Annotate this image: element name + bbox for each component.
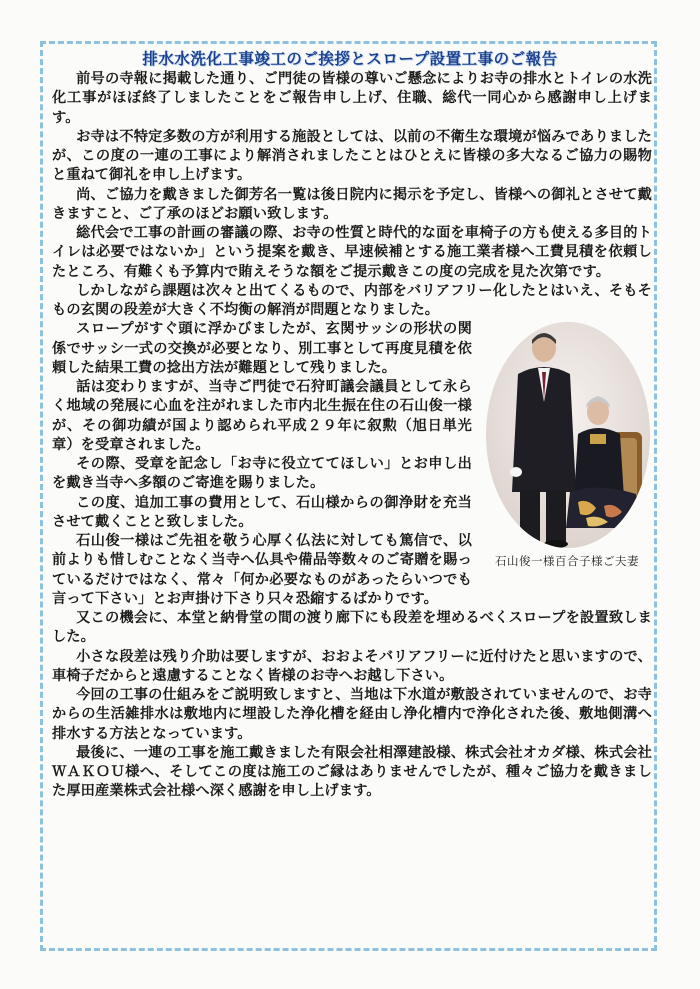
article-body xyxy=(52,70,652,802)
paragraph: その際、受章を記念し「お寺に役立ててほしい」とお申し出を戴き当寺へ多額のご寄進を賜りました。 xyxy=(52,456,472,492)
paragraph: この度、追加工事の費用として、石山様からの御浄財を充当させて戴くことと致しました。 xyxy=(52,494,472,530)
portrait-illustration xyxy=(486,322,650,548)
couple-portrait-photo xyxy=(486,322,650,548)
paragraph: 又この機会に、本堂と納骨堂の間の渡り廊下にも段差を埋めるべくスロープを設置致しました。 xyxy=(52,610,652,646)
paragraph: スロープがすぐ頭に浮かびましたが、玄関サッシの形状の関係でサッシ一式の交換が必要となり、別工事として再度見積を依頼した結果工費の捻出方法が難題として残りました。 xyxy=(52,321,472,376)
page-title: 排水水洗化工事竣工のご挨拶とスロープ設置工事のご報告 xyxy=(142,50,558,68)
paragraph: 小さな段差は残り介助は要しますが、おおよそバリアフリーに近付けたと思いますので、車椅子だからと遠慮することなく皆様のお寺へお越し下さい。 xyxy=(52,648,652,684)
paragraph: 今回の工事の仕組みをご説明致しますと、当地は下水道が敷設されていませんので、お寺からの生活雑排水は敷地内に埋設した浄化槽を経由し浄化槽内で浄化された後、敷地側溝へ排水する方法となっています。 xyxy=(52,687,652,742)
paragraph: 前号の寺報に掲載した通り、ご門徒の皆様の尊いご懸念によりお寺の排水とトイレの水洗化工事がほぼ終了しましたことをご報告申し上げ、住職、総代一同心から感謝申し上げます。 xyxy=(52,71,652,126)
photo-figure xyxy=(478,322,656,572)
paragraph: お寺は不特定多数の方が利用する施設としては、以前の不衛生な環境が悩みでありましたが、この度の一連の工事により解消されましたことはひとえに皆様の多大なるご協力の賜物と重ねて御礼を申し上げます。 xyxy=(52,128,652,184)
paragraph: 尚、ご協力を戴きました御芳名一覧は後日院内に掲示を予定し、皆様への御礼とさせて戴きますこと、ご了承のほどお願い致します。 xyxy=(52,186,652,222)
photo-caption: 石山俊一様百合子様ご夫妻 xyxy=(495,554,639,569)
paragraph: しかしながら課題は次々と出てくるもので、内部をバリアフリー化したとはいえ、そもそもの玄関の段差が大きく不均衡の解消が問題となりました。 xyxy=(52,282,652,318)
paragraph: 話は変わりますが、当寺ご門徒で石狩町議会議員として永らく地域の発展に心血を注がれました市内北生振在住の石山俊一様が、その御功績が国より認められ平成２９年に叙勲（旭日単光章）を受章されました。 xyxy=(52,379,472,453)
paragraph: 石山俊一様はご先祖を敬う心厚く仏法に対しても篤信で、以前よりも惜しむことなく当寺へ仏具や備品等数々のご寄贈を賜っているだけではなく、常々「何か必要なものがあったらいつでも言って下さい」とお声掛け下さり只々恐縮するばかりです。 xyxy=(52,533,472,607)
paragraph: 最後に、一連の工事を施工戴きました有限会社相澤建設様、株式会社オカダ様、株式会社ＷＡＫＯＵ様へ、そしてこの度は施工のご縁はありませんでしたが、種々ご協力を戴きました厚田産業株式会社様へ深く感謝を申し上げます。 xyxy=(52,744,652,800)
paragraph: 総代会で工事の計画の審議の際、お寺の性質と時代的な面を車椅子の方も使える多目的トイレは必要ではないか」という提案を戴き、早速候補とする施工業者様へ工費見積を依頼したところ、有難くも予算内で賄えそうな額をご提示戴きこの度の完成を見た次第です。 xyxy=(52,225,652,280)
